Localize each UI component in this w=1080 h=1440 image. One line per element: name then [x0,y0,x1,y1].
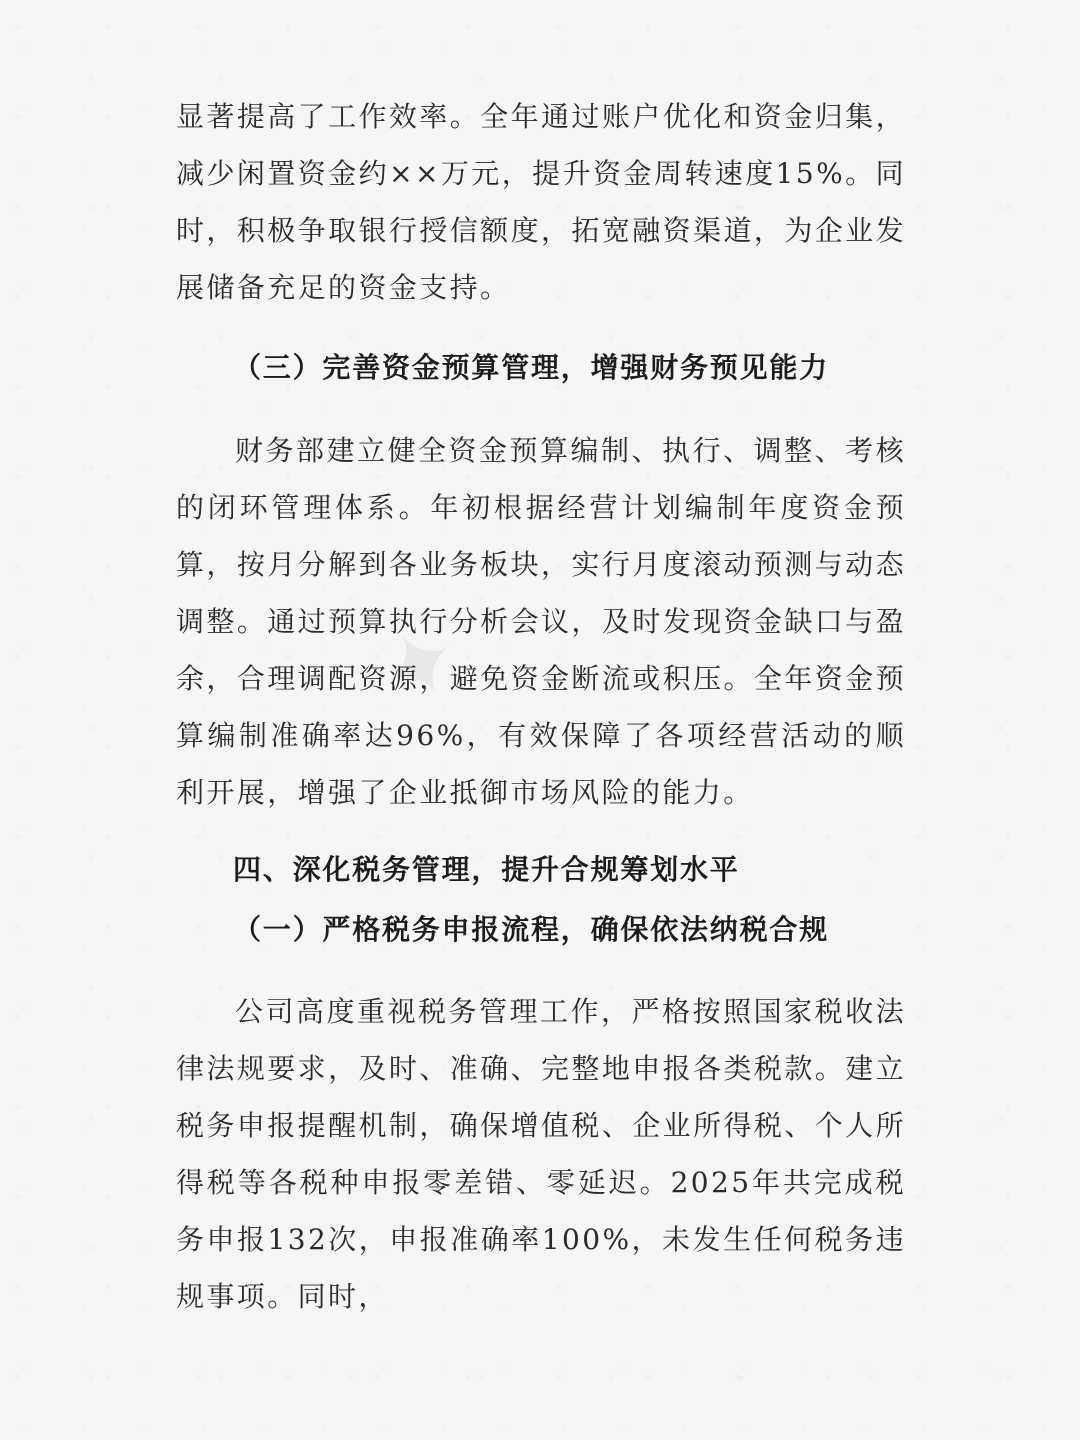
paragraph-3: 公司高度重视税务管理工作，严格按照国家税收法律法规要求，及时、准确、完整地申报各类税款。建立税务申报提醒机制，确保增值税、企业所得税、个人所得税等各税种申报零差错、零延迟。2025年共完成税务申报132次，申报准确率100%，未发生任何税务违规事项。同时， [176,995,906,1313]
section-1-heading: （一）严格税务申报流程，确保依法纳税合规 [233,913,830,946]
watermark: ✦ [357,597,484,735]
section-3-heading: （三）完善资金预算管理，增强财务预见能力 [233,351,830,384]
chapter-4-heading: 四、深化税务管理，提升合规筹划水平 [233,853,740,886]
paragraph-2: 财务部建立健全资金预算编制、执行、调整、考核的闭环管理体系。年初根据经营计划编制年度资金预算，按月分解到各业务板块，实行月度滚动预测与动态调整。通过预算执行分析会议，及时发现资金缺口与盈余，合理调配资源，避免资金断流或积压。全年资金预算编制准确率达96%，有效保障了各项经营活动的顺利开展，增强了企业抵御市场风险的能力。 [176,434,906,809]
paragraph-1: 显著提高了工作效率。全年通过账户优化和资金归集，减少闲置资金约××万元，提升资金周转速度15%。同时，积极争取银行授信额度，拓宽融资渠道，为企业发展储备充足的资金支持。 [176,100,906,304]
